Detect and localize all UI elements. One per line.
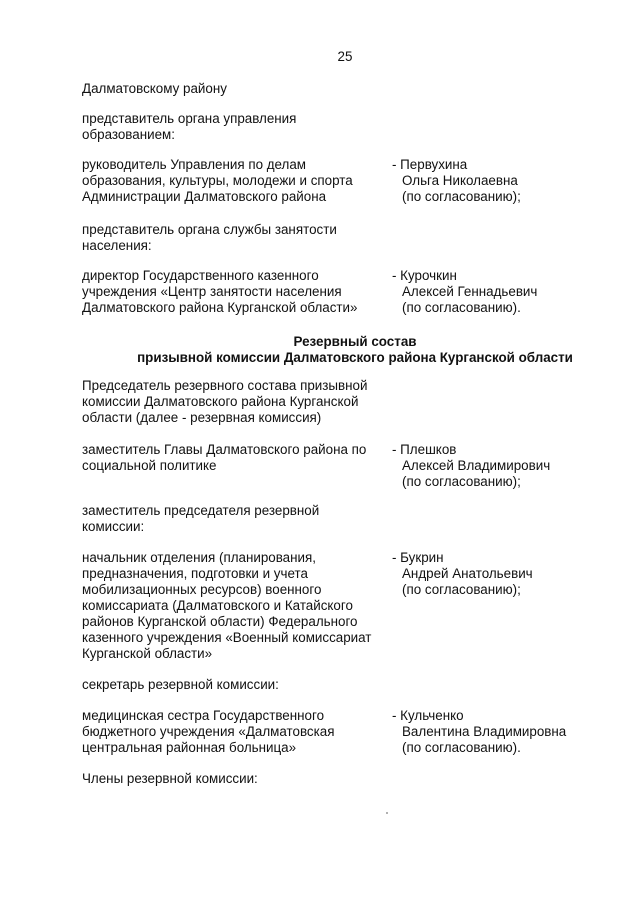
text-line: предназначения, подготовки и учета [82, 566, 308, 581]
text-block-employment-director [82, 268, 392, 316]
person-note-line: (по согласованию). [402, 740, 521, 755]
text-block-secretary [82, 677, 392, 693]
text-line: представитель органа службы занятости [82, 222, 337, 237]
text-line: социальной политике [82, 458, 217, 473]
text-line: комиссии: [82, 519, 145, 534]
person-name-line: Алексей Владимирович [402, 458, 551, 473]
text-line: населения: [82, 238, 152, 253]
text-line: Члены резервной комиссии: [82, 771, 258, 786]
person-name-line: - Плешков [392, 442, 457, 457]
text-block-education-rep [82, 111, 392, 143]
text-line: Курганской области» [82, 646, 213, 661]
person-name-line: - Первухина [392, 157, 468, 172]
person-note-line: (по согласованию); [402, 582, 521, 597]
section-heading-line-2: призывной комиссии Далматовского района Курганской области [137, 350, 573, 365]
text-block-education-head [82, 157, 392, 205]
person-note-line: (по согласованию); [402, 189, 521, 204]
scan-speck [386, 812, 388, 814]
text-line: области (далее - резервная комиссия) [82, 410, 322, 425]
text-line: Далматовского района Курганской области» [82, 300, 358, 315]
text-line: директор Государственного казенного [82, 268, 319, 283]
person-note-line: (по согласованию). [402, 300, 521, 315]
person-bukrin [392, 550, 592, 598]
text-line: Администрации Далматовского района [82, 189, 327, 204]
text-line: Далматовскому району [82, 81, 227, 96]
person-kulchenko [392, 708, 592, 756]
person-name-line: Андрей Анатольевич [402, 566, 533, 581]
text-line: бюджетного учреждения «Далматовская [82, 724, 335, 739]
text-line: заместитель председателя резервной [82, 503, 320, 518]
text-line: секретарь резервной комиссии: [82, 677, 279, 692]
person-name-line: Ольга Николаевна [402, 173, 518, 188]
text-line: начальник отделения (планирования, [82, 550, 316, 565]
section-heading [0, 334, 640, 366]
section-heading-line-1: Резервный состав [293, 334, 417, 349]
person-name-line: Валентина Владимировна [402, 724, 567, 739]
text-line: комиссариата (Далматовского и Катайского [82, 598, 353, 613]
text-block-military-dept [82, 550, 392, 662]
page-number: 25 [337, 49, 353, 64]
person-name-line: - Кульченко [392, 708, 464, 723]
text-line: мобилизационных ресурсов) военного [82, 582, 322, 597]
text-block-deputy-chair [82, 503, 392, 535]
person-name-line: - Курочкин [392, 268, 457, 283]
person-name-line: - Букрин [392, 550, 444, 565]
text-line: заместитель Главы Далматовского района по [82, 442, 367, 457]
text-line: районов Курганской области) Федерального [82, 614, 358, 629]
person-pervukhina [392, 157, 592, 205]
text-line: представитель органа управления [82, 111, 297, 126]
text-line: центральная районная больница» [82, 740, 297, 755]
person-name-line: Алексей Геннадьевич [402, 284, 538, 299]
text-line: казенного учреждения «Военный комиссариат [82, 630, 372, 645]
text-block-nurse [82, 708, 392, 756]
text-block-deputy-head [82, 442, 392, 474]
text-block-members [82, 771, 392, 787]
text-line: образованием: [82, 127, 175, 142]
text-line: медицинская сестра Государственного [82, 708, 325, 723]
person-kurochkin [392, 268, 592, 316]
person-note-line: (по согласованию); [402, 474, 521, 489]
text-block-reserve-chair [82, 378, 502, 426]
text-block-employment-rep [82, 222, 392, 254]
text-line: образования, культуры, молодежи и спорта [82, 173, 353, 188]
text-line: руководитель Управления по делам [82, 157, 307, 172]
text-line: Председатель резервного состава призывной [82, 378, 368, 393]
text-line: учреждения «Центр занятости населения [82, 284, 342, 299]
person-pleshkov [392, 442, 592, 490]
text-line: комиссии Далматовского района Курганской [82, 394, 359, 409]
text-block-district [82, 81, 392, 97]
